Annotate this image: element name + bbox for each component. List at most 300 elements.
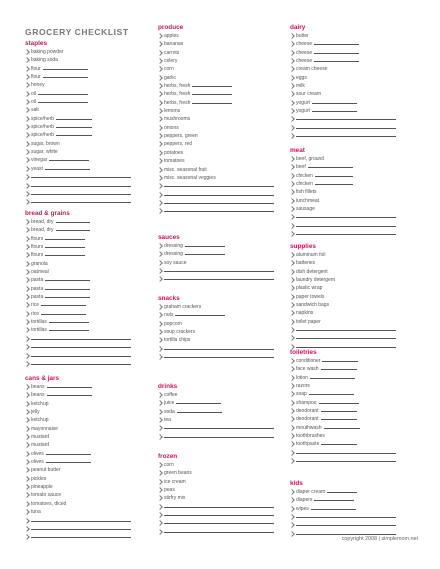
list-item[interactable] <box>290 172 396 180</box>
chevron-right-icon[interactable] <box>24 58 30 64</box>
write-in-line[interactable] <box>314 500 354 501</box>
chevron-right-icon[interactable] <box>289 223 295 229</box>
list-item[interactable] <box>25 190 131 198</box>
chevron-right-icon[interactable] <box>24 328 30 334</box>
chevron-right-icon[interactable] <box>289 269 295 275</box>
write-in-line[interactable] <box>296 453 396 454</box>
chevron-right-icon[interactable] <box>157 58 163 64</box>
list-item[interactable] <box>25 416 131 424</box>
write-in-line[interactable] <box>164 279 274 280</box>
chevron-right-icon[interactable] <box>289 400 295 406</box>
chevron-right-icon[interactable] <box>157 260 163 266</box>
chevron-right-icon[interactable] <box>289 100 295 106</box>
list-item[interactable] <box>290 163 396 171</box>
chevron-right-icon[interactable] <box>157 192 163 198</box>
write-in-line[interactable] <box>45 239 85 240</box>
chevron-right-icon[interactable] <box>289 261 295 267</box>
write-in-line[interactable] <box>309 394 354 395</box>
list-item[interactable] <box>290 115 396 123</box>
chevron-right-icon[interactable] <box>157 100 163 106</box>
write-in-line[interactable] <box>31 537 131 538</box>
chevron-right-icon[interactable] <box>157 479 163 485</box>
chevron-right-icon[interactable] <box>24 459 30 465</box>
write-in-line[interactable] <box>192 94 232 95</box>
list-item[interactable] <box>290 99 396 107</box>
chevron-right-icon[interactable] <box>157 313 163 319</box>
chevron-right-icon[interactable] <box>289 311 295 317</box>
list-item[interactable] <box>25 243 131 251</box>
list-item[interactable] <box>25 106 131 114</box>
list-item[interactable] <box>158 511 274 519</box>
chevron-right-icon[interactable] <box>24 418 30 424</box>
list-item[interactable] <box>25 48 131 56</box>
chevron-right-icon[interactable] <box>24 199 30 205</box>
list-item[interactable] <box>25 425 131 433</box>
chevron-right-icon[interactable] <box>157 504 163 510</box>
list-item[interactable] <box>158 32 274 40</box>
chevron-right-icon[interactable] <box>289 108 295 114</box>
list-item[interactable] <box>25 383 131 391</box>
list-item[interactable] <box>25 343 131 351</box>
list-item[interactable] <box>25 156 131 164</box>
list-item[interactable] <box>290 293 396 301</box>
write-in-line[interactable] <box>45 255 85 256</box>
write-in-line[interactable] <box>43 69 88 70</box>
list-item[interactable] <box>158 124 274 132</box>
chevron-right-icon[interactable] <box>24 74 30 80</box>
list-item[interactable] <box>25 408 131 416</box>
chevron-right-icon[interactable] <box>157 487 163 493</box>
chevron-right-icon[interactable] <box>289 450 295 456</box>
chevron-right-icon[interactable] <box>157 329 163 335</box>
write-in-line[interactable] <box>296 461 396 462</box>
write-in-line[interactable] <box>324 428 360 429</box>
chevron-right-icon[interactable] <box>289 215 295 221</box>
chevron-right-icon[interactable] <box>289 33 295 39</box>
chevron-right-icon[interactable] <box>157 268 163 274</box>
write-in-line[interactable] <box>31 202 131 203</box>
chevron-right-icon[interactable] <box>24 116 30 122</box>
list-item[interactable] <box>25 475 131 483</box>
chevron-right-icon[interactable] <box>157 125 163 131</box>
list-item[interactable] <box>25 433 131 441</box>
write-in-line[interactable] <box>164 515 274 516</box>
chevron-right-icon[interactable] <box>157 496 163 502</box>
chevron-right-icon[interactable] <box>24 443 30 449</box>
write-in-line[interactable] <box>31 347 131 348</box>
write-in-line[interactable] <box>185 246 225 247</box>
chevron-right-icon[interactable] <box>289 117 295 123</box>
list-item[interactable] <box>158 275 274 283</box>
chevron-right-icon[interactable] <box>289 165 295 171</box>
list-item[interactable] <box>290 259 396 267</box>
write-in-line[interactable] <box>164 437 274 438</box>
list-item[interactable] <box>25 173 131 181</box>
list-item[interactable] <box>25 123 131 131</box>
list-item[interactable] <box>25 81 131 89</box>
write-in-line[interactable] <box>164 271 274 272</box>
list-item[interactable] <box>25 148 131 156</box>
write-in-line[interactable] <box>310 378 355 379</box>
list-item[interactable] <box>158 149 274 157</box>
chevron-right-icon[interactable] <box>289 417 295 423</box>
chevron-right-icon[interactable] <box>289 83 295 89</box>
list-item[interactable] <box>158 424 274 432</box>
list-item[interactable] <box>290 49 396 57</box>
list-item[interactable] <box>158 391 274 399</box>
chevron-right-icon[interactable] <box>24 526 30 532</box>
chevron-right-icon[interactable] <box>289 458 295 464</box>
list-item[interactable] <box>158 65 274 73</box>
list-item[interactable] <box>158 166 274 174</box>
chevron-right-icon[interactable] <box>157 354 163 360</box>
chevron-right-icon[interactable] <box>157 529 163 535</box>
write-in-line[interactable] <box>177 412 222 413</box>
list-item[interactable] <box>158 99 274 107</box>
chevron-right-icon[interactable] <box>157 150 163 156</box>
chevron-right-icon[interactable] <box>24 286 30 292</box>
write-in-line[interactable] <box>41 314 86 315</box>
write-in-line[interactable] <box>321 419 357 420</box>
write-in-line[interactable] <box>56 119 92 120</box>
list-item[interactable] <box>158 519 274 527</box>
write-in-line[interactable] <box>41 305 86 306</box>
list-item[interactable] <box>158 49 274 57</box>
write-in-line[interactable] <box>164 523 274 524</box>
list-item[interactable] <box>25 335 131 343</box>
write-in-line[interactable] <box>312 103 357 104</box>
chevron-right-icon[interactable] <box>289 367 295 373</box>
write-in-line[interactable] <box>56 135 92 136</box>
list-item[interactable] <box>158 433 274 441</box>
chevron-right-icon[interactable] <box>157 426 163 432</box>
list-item[interactable] <box>25 391 131 399</box>
list-item[interactable] <box>290 74 396 82</box>
write-in-line[interactable] <box>296 234 396 235</box>
chevron-right-icon[interactable] <box>24 191 30 197</box>
chevron-right-icon[interactable] <box>289 198 295 204</box>
list-item[interactable] <box>25 260 131 268</box>
chevron-right-icon[interactable] <box>24 244 30 250</box>
list-item[interactable] <box>290 521 396 529</box>
list-item[interactable] <box>290 407 396 415</box>
chevron-right-icon[interactable] <box>157 392 163 398</box>
list-item[interactable] <box>158 503 274 511</box>
list-item[interactable] <box>290 180 396 188</box>
write-in-line[interactable] <box>47 387 92 388</box>
write-in-line[interactable] <box>56 222 90 223</box>
write-in-line[interactable] <box>175 315 225 316</box>
list-item[interactable] <box>290 496 396 504</box>
chevron-right-icon[interactable] <box>24 91 30 97</box>
list-item[interactable] <box>158 191 274 199</box>
list-item[interactable] <box>158 311 274 319</box>
chevron-right-icon[interactable] <box>289 190 295 196</box>
list-item[interactable] <box>290 90 396 98</box>
list-item[interactable] <box>25 441 131 449</box>
list-item[interactable] <box>290 284 396 292</box>
write-in-line[interactable] <box>38 102 88 103</box>
chevron-right-icon[interactable] <box>24 518 30 524</box>
chevron-right-icon[interactable] <box>157 409 163 415</box>
list-item[interactable] <box>290 65 396 73</box>
list-item[interactable] <box>158 478 274 486</box>
list-item[interactable] <box>290 309 396 317</box>
chevron-right-icon[interactable] <box>24 278 30 284</box>
chevron-right-icon[interactable] <box>24 83 30 89</box>
chevron-right-icon[interactable] <box>24 174 30 180</box>
list-item[interactable] <box>25 450 131 458</box>
chevron-right-icon[interactable] <box>24 319 30 325</box>
write-in-line[interactable] <box>31 186 131 187</box>
list-item[interactable] <box>290 276 396 284</box>
list-item[interactable] <box>290 57 396 65</box>
chevron-right-icon[interactable] <box>24 219 30 225</box>
chevron-right-icon[interactable] <box>289 67 295 73</box>
list-item[interactable] <box>25 140 131 148</box>
list-item[interactable] <box>290 449 396 457</box>
chevron-right-icon[interactable] <box>157 142 163 148</box>
write-in-line[interactable] <box>296 226 396 227</box>
write-in-line[interactable] <box>296 517 396 518</box>
write-in-line[interactable] <box>312 111 357 112</box>
list-item[interactable] <box>158 345 274 353</box>
write-in-line[interactable] <box>31 194 131 195</box>
list-item[interactable] <box>290 365 396 373</box>
write-in-line[interactable] <box>308 167 353 168</box>
list-item[interactable] <box>25 182 131 190</box>
list-item[interactable] <box>290 318 396 326</box>
write-in-line[interactable] <box>321 444 357 445</box>
write-in-line[interactable] <box>164 428 274 429</box>
list-item[interactable] <box>25 251 131 259</box>
write-in-line[interactable] <box>185 254 225 255</box>
chevron-right-icon[interactable] <box>157 92 163 98</box>
list-item[interactable] <box>290 268 396 276</box>
write-in-line[interactable] <box>315 176 353 177</box>
write-in-line[interactable] <box>49 330 89 331</box>
list-item[interactable] <box>158 250 274 258</box>
write-in-line[interactable] <box>31 364 131 365</box>
list-item[interactable] <box>25 466 131 474</box>
list-item[interactable] <box>290 32 396 40</box>
write-in-line[interactable] <box>314 44 359 45</box>
list-item[interactable] <box>25 458 131 466</box>
chevron-right-icon[interactable] <box>289 506 295 512</box>
chevron-right-icon[interactable] <box>289 302 295 308</box>
chevron-right-icon[interactable] <box>24 434 30 440</box>
chevron-right-icon[interactable] <box>157 117 163 123</box>
chevron-right-icon[interactable] <box>289 294 295 300</box>
chevron-right-icon[interactable] <box>157 417 163 423</box>
chevron-right-icon[interactable] <box>24 509 30 515</box>
chevron-right-icon[interactable] <box>24 336 30 342</box>
write-in-line[interactable] <box>31 356 131 357</box>
chevron-right-icon[interactable] <box>157 401 163 407</box>
write-in-line[interactable] <box>296 128 396 129</box>
list-item[interactable] <box>158 242 274 250</box>
chevron-right-icon[interactable] <box>24 476 30 482</box>
list-item[interactable] <box>158 182 274 190</box>
chevron-right-icon[interactable] <box>289 286 295 292</box>
list-item[interactable] <box>25 500 131 508</box>
chevron-right-icon[interactable] <box>24 344 30 350</box>
list-item[interactable] <box>158 320 274 328</box>
chevron-right-icon[interactable] <box>157 75 163 81</box>
write-in-line[interactable] <box>43 77 88 78</box>
chevron-right-icon[interactable] <box>157 462 163 468</box>
list-item[interactable] <box>25 285 131 293</box>
chevron-right-icon[interactable] <box>24 141 30 147</box>
list-item[interactable] <box>158 207 274 215</box>
list-item[interactable] <box>25 491 131 499</box>
write-in-line[interactable] <box>56 127 92 128</box>
write-in-line[interactable] <box>45 280 90 281</box>
chevron-right-icon[interactable] <box>24 361 30 367</box>
list-item[interactable] <box>290 374 396 382</box>
list-item[interactable] <box>158 267 274 275</box>
list-item[interactable] <box>25 360 131 368</box>
write-in-line[interactable] <box>176 403 221 404</box>
chevron-right-icon[interactable] <box>157 108 163 114</box>
write-in-line[interactable] <box>31 529 131 530</box>
write-in-line[interactable] <box>164 203 274 204</box>
chevron-right-icon[interactable] <box>289 375 295 381</box>
chevron-right-icon[interactable] <box>289 277 295 283</box>
chevron-right-icon[interactable] <box>24 393 30 399</box>
list-item[interactable] <box>25 218 131 226</box>
list-item[interactable] <box>25 73 131 81</box>
list-item[interactable] <box>25 115 131 123</box>
list-item[interactable] <box>25 235 131 243</box>
write-in-line[interactable] <box>327 492 357 493</box>
list-item[interactable] <box>25 268 131 276</box>
list-item[interactable] <box>25 165 131 173</box>
list-item[interactable] <box>290 251 396 259</box>
chevron-right-icon[interactable] <box>24 124 30 130</box>
chevron-right-icon[interactable] <box>157 512 163 518</box>
write-in-line[interactable] <box>296 217 396 218</box>
write-in-line[interactable] <box>296 347 396 348</box>
write-in-line[interactable] <box>45 247 85 248</box>
write-in-line[interactable] <box>46 462 91 463</box>
list-item[interactable] <box>25 525 131 533</box>
write-in-line[interactable] <box>296 534 396 535</box>
chevron-right-icon[interactable] <box>24 99 30 105</box>
list-item[interactable] <box>25 318 131 326</box>
chevron-right-icon[interactable] <box>24 66 30 72</box>
list-item[interactable] <box>290 424 396 432</box>
chevron-right-icon[interactable] <box>24 133 30 139</box>
list-item[interactable] <box>25 90 131 98</box>
list-item[interactable] <box>158 469 274 477</box>
chevron-right-icon[interactable] <box>157 252 163 258</box>
list-item[interactable] <box>25 65 131 73</box>
list-item[interactable] <box>158 40 274 48</box>
list-item[interactable] <box>158 132 274 140</box>
chevron-right-icon[interactable] <box>157 338 163 344</box>
list-item[interactable] <box>290 107 396 115</box>
chevron-right-icon[interactable] <box>157 33 163 39</box>
write-in-line[interactable] <box>46 454 91 455</box>
write-in-line[interactable] <box>314 61 359 62</box>
write-in-line[interactable] <box>45 289 90 290</box>
list-item[interactable] <box>290 432 396 440</box>
chevron-right-icon[interactable] <box>24 236 30 242</box>
list-item[interactable] <box>25 293 131 301</box>
list-item[interactable] <box>25 326 131 334</box>
list-item[interactable] <box>25 400 131 408</box>
chevron-right-icon[interactable] <box>157 67 163 73</box>
chevron-right-icon[interactable] <box>157 42 163 48</box>
chevron-right-icon[interactable] <box>24 158 30 164</box>
write-in-line[interactable] <box>296 119 396 120</box>
write-in-line[interactable] <box>192 103 232 104</box>
chevron-right-icon[interactable] <box>24 409 30 415</box>
chevron-right-icon[interactable] <box>24 311 30 317</box>
list-item[interactable] <box>158 82 274 90</box>
write-in-line[interactable] <box>296 136 396 137</box>
list-item[interactable] <box>25 98 131 106</box>
chevron-right-icon[interactable] <box>157 208 163 214</box>
chevron-right-icon[interactable] <box>24 468 30 474</box>
write-in-line[interactable] <box>164 532 274 533</box>
list-item[interactable] <box>290 222 396 230</box>
list-item[interactable] <box>158 416 274 424</box>
chevron-right-icon[interactable] <box>24 108 30 114</box>
chevron-right-icon[interactable] <box>24 228 30 234</box>
write-in-line[interactable] <box>314 53 359 54</box>
list-item[interactable] <box>25 533 131 541</box>
chevron-right-icon[interactable] <box>289 125 295 131</box>
write-in-line[interactable] <box>38 94 88 95</box>
chevron-right-icon[interactable] <box>289 433 295 439</box>
list-item[interactable] <box>158 528 274 536</box>
list-item[interactable] <box>158 353 274 361</box>
list-item[interactable] <box>158 494 274 502</box>
chevron-right-icon[interactable] <box>157 471 163 477</box>
write-in-line[interactable] <box>49 322 89 323</box>
write-in-line[interactable] <box>31 177 131 178</box>
list-item[interactable] <box>290 124 396 132</box>
chevron-right-icon[interactable] <box>289 58 295 64</box>
list-item[interactable] <box>158 259 274 267</box>
write-in-line[interactable] <box>31 521 131 522</box>
list-item[interactable] <box>158 399 274 407</box>
write-in-line[interactable] <box>45 169 90 170</box>
list-item[interactable] <box>158 174 274 182</box>
list-item[interactable] <box>290 513 396 521</box>
chevron-right-icon[interactable] <box>157 243 163 249</box>
chevron-right-icon[interactable] <box>289 383 295 389</box>
list-item[interactable] <box>290 188 396 196</box>
list-item[interactable] <box>290 440 396 448</box>
chevron-right-icon[interactable] <box>289 42 295 48</box>
chevron-right-icon[interactable] <box>289 133 295 139</box>
list-item[interactable] <box>290 132 396 140</box>
list-item[interactable] <box>25 276 131 284</box>
list-item[interactable] <box>290 82 396 90</box>
list-item[interactable] <box>290 155 396 163</box>
chevron-right-icon[interactable] <box>24 501 30 507</box>
chevron-right-icon[interactable] <box>24 183 30 189</box>
chevron-right-icon[interactable] <box>289 92 295 98</box>
chevron-right-icon[interactable] <box>289 252 295 258</box>
chevron-right-icon[interactable] <box>289 425 295 431</box>
chevron-right-icon[interactable] <box>157 321 163 327</box>
chevron-right-icon[interactable] <box>24 303 30 309</box>
list-item[interactable] <box>25 131 131 139</box>
